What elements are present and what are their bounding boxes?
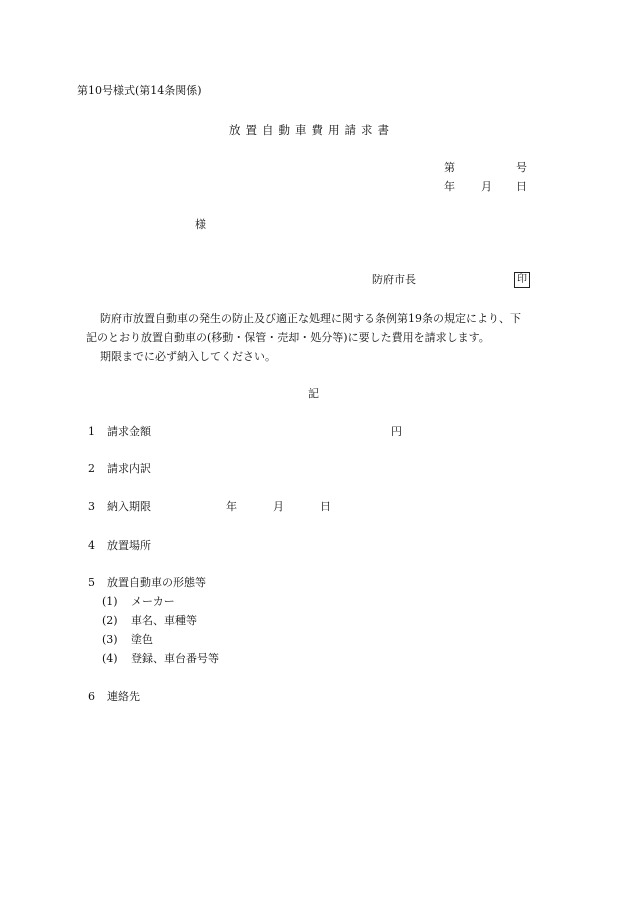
item1-num: 1 bbox=[88, 425, 95, 438]
addressee-suffix: 様 bbox=[195, 218, 206, 231]
ki-heading: 記 bbox=[308, 387, 319, 400]
item5-sub1-label: メーカー bbox=[131, 595, 175, 608]
item3-month: 月 bbox=[273, 500, 284, 513]
body-line-1: 防府市放置自動車の発生の防止及び適正な処理に関する条例第19条の規定により、下 bbox=[100, 312, 521, 325]
body-line-3: 期限までに必ず納入してください。 bbox=[100, 350, 276, 363]
item3-num: 3 bbox=[88, 500, 95, 513]
issuer: 防府市長 bbox=[372, 273, 416, 286]
item1-label: 請求金額 bbox=[107, 425, 151, 438]
form-label: 第10号様式(第14条関係) bbox=[77, 84, 202, 97]
item2-num: 2 bbox=[88, 462, 95, 475]
body-text bbox=[86, 309, 556, 366]
item3-label: 納入期限 bbox=[107, 500, 151, 513]
item5-sub4-num: (4) bbox=[102, 652, 118, 665]
seal-mark: 印 bbox=[514, 272, 530, 288]
item4-num: 4 bbox=[88, 539, 95, 552]
item2-label: 請求内訳 bbox=[107, 462, 151, 475]
date-year: 年 bbox=[444, 180, 455, 193]
item5-sub3-num: (3) bbox=[102, 633, 118, 646]
item5-label: 放置自動車の形態等 bbox=[107, 576, 206, 589]
item6-label: 連絡先 bbox=[107, 690, 140, 703]
date-day: 日 bbox=[516, 180, 527, 193]
item5-sub1-num: (1) bbox=[102, 595, 118, 608]
item5-num: 5 bbox=[88, 576, 95, 589]
date-month: 月 bbox=[481, 180, 492, 193]
item3-year: 年 bbox=[226, 500, 237, 513]
item5-sub4-label: 登録、車台番号等 bbox=[131, 652, 219, 665]
document-title: 放置自動車費用請求書 bbox=[229, 123, 394, 137]
item5-sub2-label: 車名、車種等 bbox=[131, 614, 197, 627]
item5-sub2-num: (2) bbox=[102, 614, 118, 627]
item1-unit: 円 bbox=[391, 425, 402, 438]
item4-label: 放置場所 bbox=[107, 539, 151, 552]
number-suffix: 号 bbox=[516, 161, 527, 174]
item3-day: 日 bbox=[320, 500, 331, 513]
item6-num: 6 bbox=[88, 690, 95, 703]
number-prefix: 第 bbox=[444, 161, 455, 174]
item5-sub3-label: 塗色 bbox=[131, 633, 153, 646]
body-line-2: 記のとおり放置自動車の(移動・保管・売却・処分等)に要した費用を請求します。 bbox=[86, 331, 490, 344]
